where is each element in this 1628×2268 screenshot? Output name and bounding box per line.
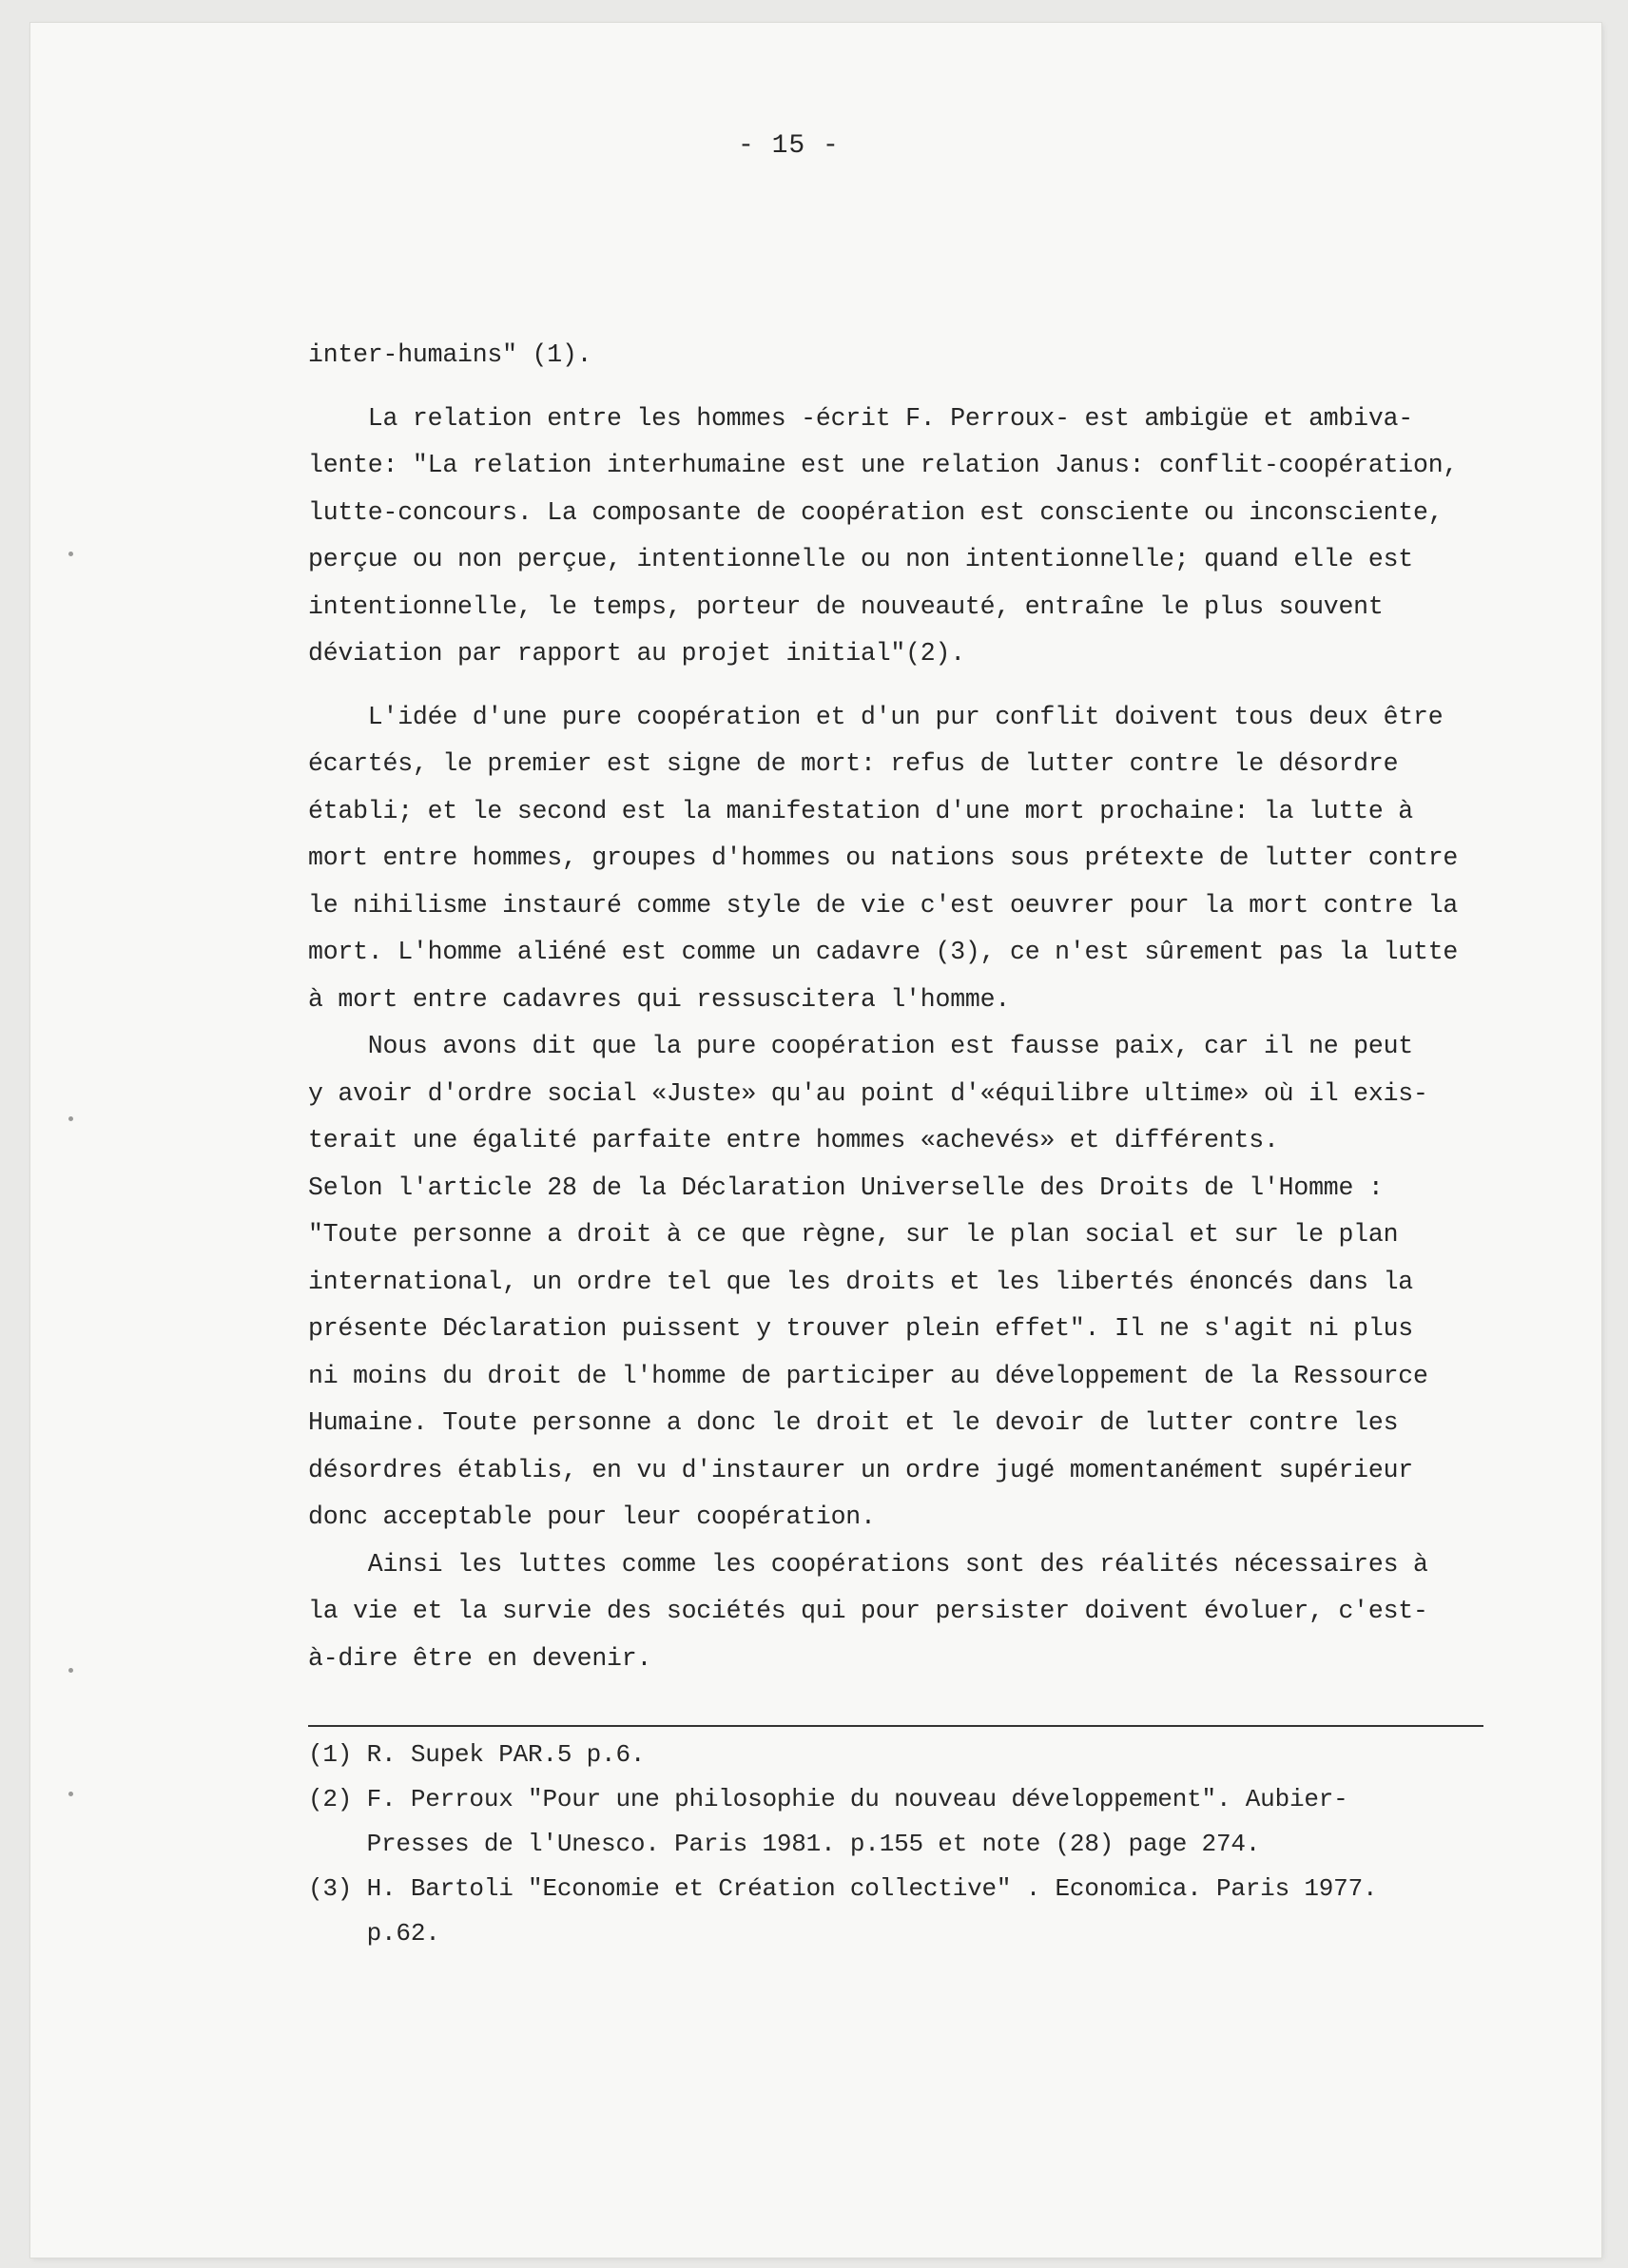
paper-speck [68,1668,73,1673]
text-line: inter-humains" (1). [308,340,592,369]
text-line: Humaine. Toute personne a donc le droit et le devoir de lutter contre les [308,1408,1399,1437]
text-line: mort entre hommes, groupes d'hommes ou nations sous prétexte de lutter contre [308,843,1459,872]
text-line: désordres établis, en vu d'instaurer un ordre jugé momentanément supérieur [308,1455,1413,1484]
text-line: "Toute personne a droit à ce que règne, sur le plan social et sur le plan [308,1220,1399,1249]
text-line: ni moins du droit de l'homme de participer au développement de la Ressource [308,1361,1428,1390]
text-line: Selon l'article 28 de la Déclaration Universelle des Droits de l'Homme : [308,1173,1384,1202]
text-line: mort. L'homme aliéné est comme un cadavre (3), ce n'est sûrement pas la lutte [308,938,1459,966]
footnote-3-continued: p.62. [308,1919,440,1948]
paper-speck [68,1116,73,1121]
footnote-2-continued: Presses de l'Unesco. Paris 1981. p.155 et note (28) page 274. [308,1830,1261,1858]
paragraph-gap [308,379,1508,396]
footnote-3: (3) H. Bartoli "Economie et Création collective" . Economica. Paris 1977. [308,1874,1378,1903]
footnote-2: (2) F. Perroux "Pour une philosophie du nouveau développement". Aubier- [308,1785,1348,1813]
text-line: établi; et le second est la manifestation d'une mort prochaine: la lutte à [308,796,1413,825]
paper-speck [68,552,73,556]
footnote-separator [308,1725,1483,1727]
text-line: y avoir d'ordre social «Juste» qu'au point d'«équilibre ultime» où il exis- [308,1078,1428,1108]
page-number: - 15 - [738,131,840,161]
text-line: perçue ou non perçue, intentionnelle ou non intentionnelle; quand elle est [308,545,1413,573]
text-line: Nous avons dit que la pure coopération est fausse paix, car il ne peut [308,1032,1413,1060]
text-line: le nihilisme instauré comme style de vie c'est oeuvrer pour la mort contre la [308,890,1459,920]
text-line: international, un ordre tel que les droits et les libertés énoncés dans la [308,1267,1413,1296]
text-line: L'idée d'une pure coopération et d'un pur conflit doivent tous deux être [308,702,1444,731]
text-line: La relation entre les hommes -écrit F. Perroux- est ambigüe et ambiva- [308,403,1413,433]
text-line: à mort entre cadavres qui ressuscitera l'homme. [308,984,1011,1014]
text-line: déviation par rapport au projet initial"(2). [308,639,965,668]
text-line: intentionnelle, le temps, porteur de nouveauté, entraîne le plus souvent [308,591,1384,621]
text-line: à-dire être en devenir. [308,1643,652,1673]
text-line: la vie et la survie des sociétés qui pour persister doivent évoluer, c'est- [308,1597,1428,1625]
document-page [30,23,1601,2258]
footnotes [308,1733,1508,1956]
text-line: lutte-concours. La composante de coopération est consciente ou inconsciente, [308,497,1444,527]
paper-speck [68,1792,73,1796]
text-line: lente: "La relation interhumaine est une relation Janus: conflit-coopération, [308,451,1459,479]
footnote-1: (1) R. Supek PAR.5 p.6. [308,1740,646,1769]
text-line: présente Déclaration puissent y trouver plein effet". Il ne s'agit ni plus [308,1314,1413,1343]
text-line: écartés, le premier est signe de mort: refus de lutter contre le désordre [308,749,1399,778]
text-line: donc acceptable pour leur coopération. [308,1502,876,1531]
text-line: terait une égalité parfaite entre hommes «achevés» et différents. [308,1126,1279,1154]
paragraph-gap [308,678,1508,694]
body-text [308,332,1508,1682]
text-line: Ainsi les luttes comme les coopérations sont des réalités nécessaires à [308,1549,1428,1579]
